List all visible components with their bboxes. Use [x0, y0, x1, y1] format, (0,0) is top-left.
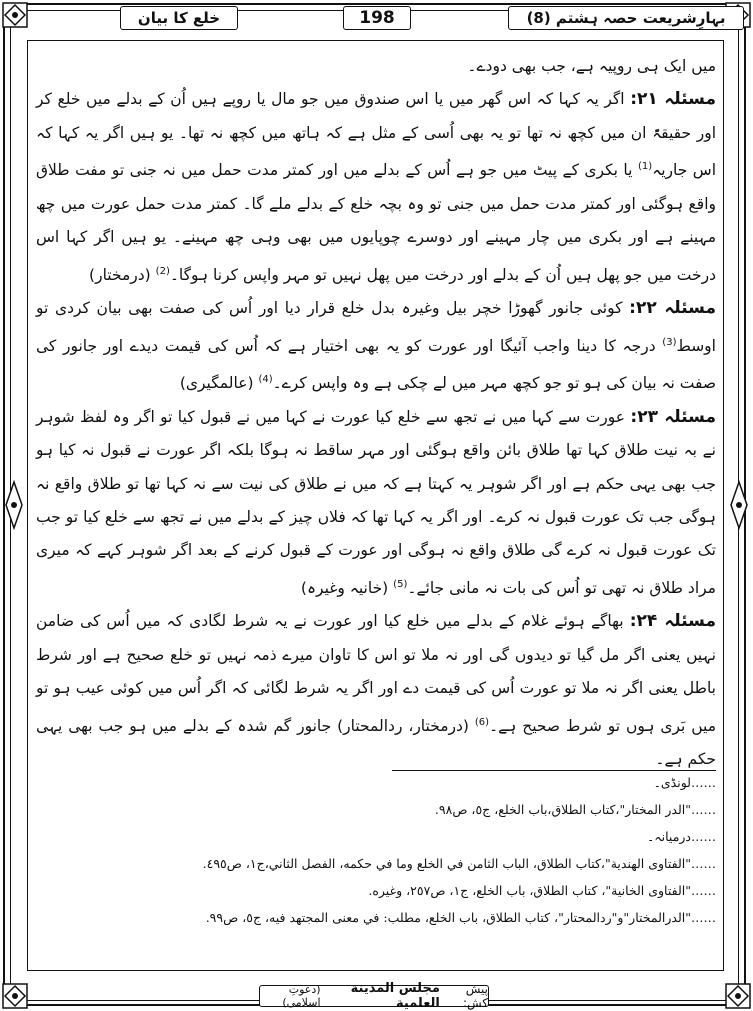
- footnote-ref[interactable]: (3): [662, 336, 677, 348]
- page-header: [0, 4, 753, 34]
- source-citation: (درمختار، ردالمحتار): [337, 716, 469, 735]
- masala-22: مسئلہ ۲۲: کوئی جانور گھوڑا خچر بیل وغیرہ بدل خلع قرار دیا اور اُس کی صفت بھی بیان کردی تو اوسط$^{(3)}$ درجہ کا دینا واجب آئیگا اور عورت کو یہ بھی اختیار ہے کہ اُس کی قیمت دیدے اور جانور کی صفت نہ بیان کی ہو تو جو کچھ مہر میں لے چکی ہے وہ واپس کرے۔$^{(4)}$ (عالمگیری): [36, 298, 716, 393]
- masala-21: مسئلہ ۲۱: اگر یہ کہا کہ اس گھر میں یا اس صندوق میں جو مال یا روپے ہیں اُن کے بدلے میں خلع کر اور حقیقۃً ان میں کچھ نہ تھا تو یہ بھی اُسی کے مثل ہے کہ ہاتھ میں کچھ نہ تھا۔ یو ہیں اگر یہ کہا کہ اس جاریہ$^{(1)}$ یا بکری کے پیٹ میں جو ہے اُس کے بدلے میں اور کمتر مدت حمل میں نہ جنی تو مفت طلاق واقع ہوگئی اور کمتر مدت حمل میں جنی تو وہ بچہ خلع کے بدلے ملے گا۔ کمتر مدت حمل عورت میں چھ مہینے ہے اور بکری میں چار مہینے اور دوسرے چوپایوں میں بھی وہی چھ مہینے۔ یو ہیں اگر کہا اس درخت میں جو پھل ہیں اُن کے بدلے اور درخت میں پھل نہیں تو مہر واپس کرنا ہوگا۔$^{(2)}$ (درمختار): [36, 89, 716, 284]
- source-citation: (خانیہ وغیرہ): [300, 578, 389, 597]
- masala-label: مسئلہ ۲۱:: [630, 89, 716, 110]
- side-ornament-icon: [4, 480, 24, 530]
- page-number: 198: [343, 6, 411, 30]
- footnote-ref[interactable]: (2): [155, 265, 170, 277]
- masala-24: مسئلہ ۲۴: بھاگے ہوئے غلام کے بدلے میں خلع کیا اور عورت نے یہ شرط لگادی کہ میں اُس کی ضامن نہیں یعنی اگر مل گیا تو دیدوں گی اور نہ ملا تو اس کا تاوان میرے ذمہ نہیں تو خلع صحیح ہے اور شرط باطل یعنی اگر نہ ملا تو عورت اُس کی قیمت دے اور اگر یہ شرط لگائی کہ اگر اُس میں کوئی عیب ہو تو میں بَری ہوں تو شرط صحیح ہے۔$^{(6)}$ (درمختار، ردالمحتار) جانور گم شدہ کے بدلے میں ہو جب بھی یہی حکم ہے۔: [36, 611, 717, 769]
- footnote: ……لونڈی۔: [653, 775, 716, 790]
- footnote: ……"الدرالمختار"و"ردالمحتار"، كتاب الطلاق، باب الخلع، مطلب: في معنى المجتهد فيه، ج٥، ص٩٩.: [205, 910, 716, 925]
- masala-label: مسئلہ ۲۳:: [630, 406, 716, 427]
- source-citation: (عالمگیری): [179, 374, 254, 393]
- publisher-box: [259, 981, 489, 1011]
- book-title: بہارِشریعت حصہ ہشتم (8): [508, 6, 744, 30]
- footnote-ref[interactable]: (1): [637, 161, 653, 173]
- footnote: ……"الفتاوى الهندية"،كتاب الطلاق، الباب الثامن في الخلع وما في حكمه، الفصل الثاني،ج١، ص٤٩٥.: [202, 856, 716, 871]
- page-footer: [0, 981, 753, 1011]
- source-citation: (درمختار): [89, 265, 151, 284]
- footnote: ……درمیانہ۔: [646, 829, 716, 844]
- publisher-suffix: (دعوتِ اسلامی): [282, 983, 321, 1009]
- footnote-ref[interactable]: (6): [474, 716, 490, 728]
- masala-23: مسئلہ ۲۳: عورت سے کہا میں نے تجھ سے خلع کیا عورت نے کہا میں نے قبول کیا تو اگر وہ لفظ شوہر نے بہ نیت طلاق کہا تھا طلاق بائن واقع ہوگئی اور مہر ساقط نہ ہوگا بلکہ اگر عورت نے قبول نہ کیا ہو جب بھی یہی حکم ہے اور اگر شوہر یہ کہتا ہے کہ میں نے طلاق کی نیت سے نہ کہا تھا تو طلاق واقع نہ ہوگی جب تک عورت قبول نہ کرے۔ اور اگر یہ کہا تھا کہ فلاں چیز کے بدلے میں نے تجھ سے خلع کیا تو جب تک عورت قبول نہ کرے گی طلاق واقع نہ ہوگی اور عورت کے قبول کرنے کے بعد اگر شوہر کہے کہ میری مراد طلاق نہ تھی تو اُس کی بات نہ مانی جائے۔$^{(5)}$ (خانیہ وغیرہ): [36, 406, 716, 597]
- publisher-name: مجلس المدينة العلمية: [350, 981, 440, 1011]
- footnote-ref[interactable]: (5): [393, 578, 408, 590]
- masala-label: مسئلہ ۲۴:: [629, 611, 716, 632]
- chapter-title: خلع کا بیان: [120, 6, 238, 30]
- page-body: [36, 50, 716, 776]
- publisher-prefix: پیش کش:: [462, 982, 488, 1010]
- footnote: ……"الدر المختار"،كتاب الطلاق،باب الخلع، ج٥، ص٩٨.: [434, 802, 716, 817]
- footnote-divider: [392, 770, 716, 771]
- paragraph: میں ایک ہی روپیہ ہے، جب بھی دودے۔: [467, 57, 716, 75]
- footnote: ……"الفتاوى الخانية"، كتاب الطلاق، باب الخلع، ج١، ص٢٥٧، وغيره.: [368, 883, 716, 898]
- footnote-ref[interactable]: (4): [258, 374, 273, 386]
- masala-label: مسئلہ ۲۲:: [629, 298, 716, 319]
- side-ornament-icon: [729, 480, 749, 530]
